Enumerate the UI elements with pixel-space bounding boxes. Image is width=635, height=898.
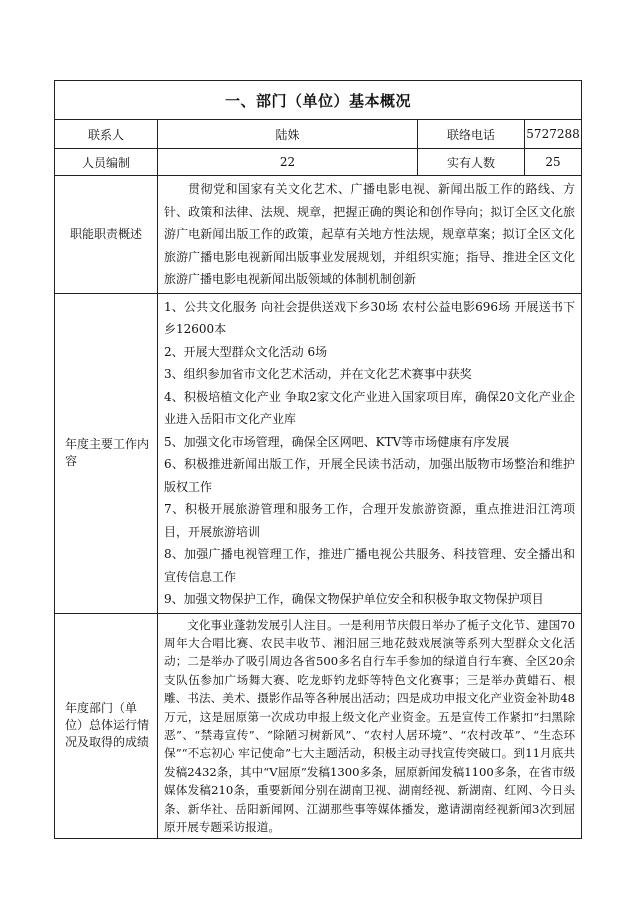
phone-label: 联络电话 xyxy=(418,120,525,149)
work-item: 3、组织参加省市文化艺术活动，并在文化艺术赛事中获奖 xyxy=(164,367,472,381)
work-cell xyxy=(158,293,582,613)
duties-text: 贯彻党和国家有关文化艺术、广播电影电视、新闻出版工作的路线、方针、政策和法律、法规、规章，把握正确的舆论和创作导向；拟订全区文化旅游广电新闻出版工作的政策，起草有关地方性法规，规章草案；拟订全区文化旅游广播电影电视新闻出版事业发展规划，并组织实施；指导、推进全区文化旅游广播电影电视新闻出版领域的体制机制创新 xyxy=(164,182,576,286)
overall-text: 文化事业蓬勃发展引人注目。一是利用节庆假日举办了栀子文化节、建国70周年大合唱比赛、农民丰收节、湘汨屈三地花鼓戏展演等系列大型群众文化活动；二是举办了吸引周边各省500多名自行车手参加的绿道自行车赛、全区20余支队伍参加广场舞大赛、吃龙虾钓龙虾等特色文化赛事；三是举办黄蜡石、根雕、书法、美术、摄影作品等各种展出活动；四是成功申报文化产业资金补助48万元，这是屈原第一次成功申报上级文化产业资金。五是宣传工作紧扣“扫黑除恶”、“禁毒宣传”、“除陋习树新风”、“农村人居环境”、“农村改革”、“生态环保”“不忘初心 牢记使命”七大主题活动，积极主动寻找宣传突破口。到11月底共发稿2432条，其中“V屈原”发稿1300多条，屈原新闻发稿1100多条，在省市级媒体发稿210条，重要新闻分别在湖南卫视、湖南经视、新湖南、红网、今日头条、新华社、岳阳新闻网、江湖那些事等媒体播发，邀请湖南经视新闻3次到屈原开展专题采访报道。 xyxy=(164,617,576,834)
work-item: 9、加强文物保护工作，确保文物保护单位安全和积极争取文物保护项目 xyxy=(164,592,544,606)
work-item: 8、加强广播电视管理工作，推进广播电视公共服务、科技管理、安全播出和宣传信息工作 xyxy=(164,547,576,584)
overall-label: 年度部门（单位）总体运行情况及取得的成绩 xyxy=(55,613,158,839)
work-item: 5、加强文化市场管理，确保全区网吧、KTV等市场健康有序发展 xyxy=(164,434,510,449)
overall-cell xyxy=(158,613,582,839)
overview-sheet xyxy=(54,80,581,839)
work-item: 1、公共文化服务 向社会提供送戏下乡30场 农村公益电影696场 开展送书下乡12600本 xyxy=(164,299,576,336)
actual-value: 25 xyxy=(525,149,582,176)
duties-label: 职能职责概述 xyxy=(55,176,158,294)
quota-label: 人员编制 xyxy=(55,149,158,176)
contact-value: 陆姝 xyxy=(158,120,418,149)
work-item: 2、开展大型群众文化活动 6场 xyxy=(164,344,328,359)
quota-value: 22 xyxy=(158,149,418,176)
work-item: 7、积极开展旅游管理和服务工作，合理开发旅游资源，重点推进汨江湾项目，开展旅游培训 xyxy=(164,502,576,539)
actual-label: 实有人数 xyxy=(418,149,525,176)
work-item: 6、积极推进新闻出版工作，开展全民读书活动，加强出版物市场整治和维护版权工作 xyxy=(164,457,576,494)
work-label: 年度主要工作内容 xyxy=(55,293,158,613)
work-item: 4、积极培植文化产业 争取2家文化产业进入国家项目库，确保20文化产业企业进入岳阳市文化产业库 xyxy=(164,389,576,426)
section-title: 一、部门（单位）基本概况 xyxy=(55,81,582,120)
contact-label: 联系人 xyxy=(55,120,158,149)
overview-table xyxy=(54,80,582,839)
duties-cell xyxy=(158,176,582,294)
phone-value: 5727288 xyxy=(525,120,582,149)
